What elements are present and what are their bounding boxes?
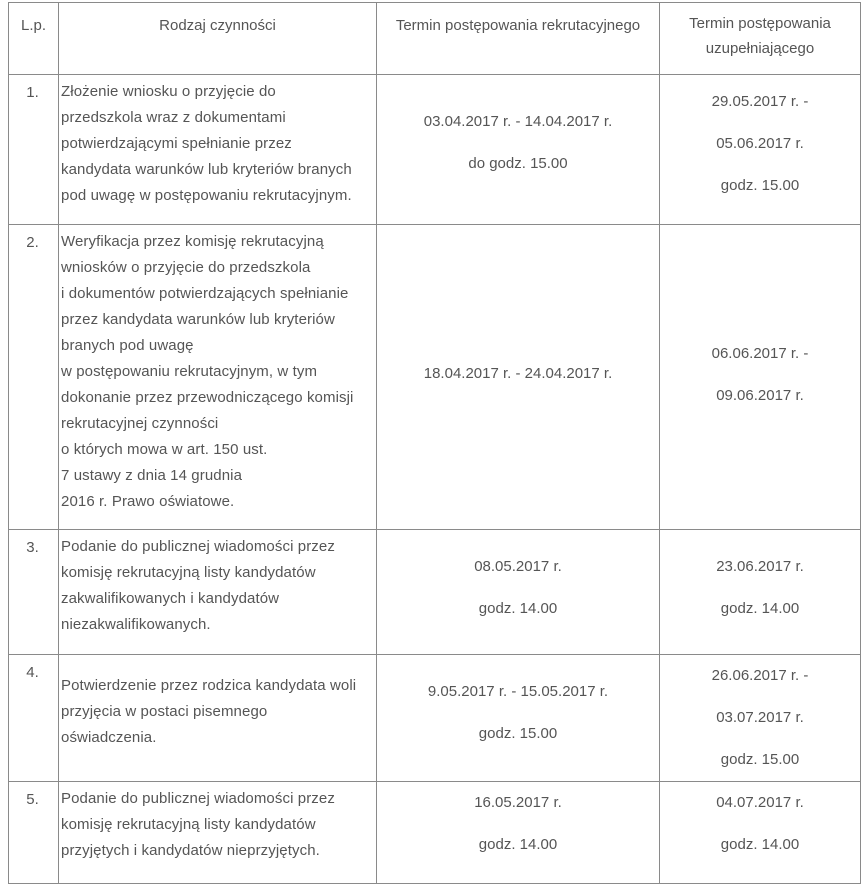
- activity-text-line: pod uwagę w postępowaniu rekrutacyjnym.: [61, 187, 352, 204]
- activity-text-line: Podanie do publicznej wiadomości przez: [61, 538, 335, 555]
- row-activity-cell: [59, 530, 377, 655]
- activity-text-line: 2016 r. Prawo oświatowe.: [61, 493, 235, 510]
- activity-text-line: Weryfikacja przez komisję rekrutacyjną: [61, 233, 324, 250]
- row-supplementary-cell: [660, 75, 861, 225]
- recruitment-date-line: 03.04.2017 r. - 14.04.2017 r.: [423, 113, 613, 130]
- activity-text-line: komisję rekrutacyjną listy kandydatów: [61, 816, 316, 833]
- row-lp-cell: [9, 225, 59, 530]
- activity-text-line: przyjętych i kandydatów nieprzyjętych.: [61, 842, 320, 859]
- row-supplementary-cell: [660, 655, 861, 782]
- header-row: [9, 3, 861, 75]
- activity-text-line: Podanie do publicznej wiadomości przez: [61, 790, 335, 807]
- supplementary-date-line: 06.06.2017 r. -: [711, 345, 809, 362]
- header-supplementary: [660, 3, 861, 75]
- supplementary-date-line: godz. 14.00: [720, 836, 800, 853]
- activity-text-line: wniosków o przyjęcie do przedszkola: [61, 259, 311, 276]
- row-lp-cell: [9, 530, 59, 655]
- activity-text-line: kandydata warunków lub kryteriów branych: [61, 161, 352, 178]
- header-supplementary-line1: Termin postępowania: [689, 15, 831, 32]
- recruitment-schedule-table: [8, 2, 861, 884]
- supplementary-date-line: godz. 14.00: [720, 600, 800, 617]
- row-recruitment-cell: [377, 75, 660, 225]
- activity-text-line: i dokumentów potwierdzających spełnianie: [61, 285, 349, 302]
- table-row: [9, 75, 861, 225]
- row-recruitment-cell: [377, 530, 660, 655]
- activity-text-line: Potwierdzenie przez rodzica kandydata woli: [61, 677, 357, 694]
- row-supplementary-cell: [660, 782, 861, 884]
- supplementary-date-line: godz. 15.00: [720, 177, 800, 194]
- row-activity-cell: [59, 225, 377, 530]
- activity-text-line: oświadczenia.: [61, 729, 157, 746]
- header-recruitment-label: Termin postępowania rekrutacyjnego: [395, 17, 641, 34]
- recruitment-date-line: 16.05.2017 r.: [474, 794, 562, 811]
- activity-text-line: przez kandydata warunków lub kryteriów: [61, 311, 335, 328]
- activity-text-line: Złożenie wniosku o przyjęcie do: [61, 83, 276, 100]
- activity-text-line: branych pod uwagę: [61, 337, 194, 354]
- row-supplementary-cell: [660, 530, 861, 655]
- header-recruitment: [377, 3, 660, 75]
- recruitment-date-line: do godz. 15.00: [468, 155, 568, 172]
- activity-text-line: niezakwalifikowanych.: [61, 616, 211, 633]
- supplementary-date-line: 23.06.2017 r.: [716, 558, 804, 575]
- row-supplementary-cell: [660, 225, 861, 530]
- activity-text-line: potwierdzającymi spełnianie przez: [61, 135, 292, 152]
- activity-text-line: przyjęcia w postaci pisemnego: [61, 703, 268, 720]
- header-activity-label: Rodzaj czynności: [159, 17, 276, 34]
- recruitment-date-line: 18.04.2017 r. - 24.04.2017 r.: [423, 365, 613, 382]
- supplementary-date-line: 05.06.2017 r.: [716, 135, 804, 152]
- activity-text-line: zakwalifikowanych i kandydatów: [61, 590, 280, 607]
- activity-text-line: w postępowaniu rekrutacyjnym, w tym: [61, 363, 318, 380]
- supplementary-date-line: 03.07.2017 r.: [716, 709, 804, 726]
- row-activity-cell: [59, 655, 377, 782]
- row-recruitment-cell: [377, 225, 660, 530]
- row-number: 2.: [26, 234, 39, 251]
- recruitment-date-line: 9.05.2017 r. - 15.05.2017 r.: [427, 683, 609, 700]
- recruitment-date-line: godz. 15.00: [478, 725, 558, 742]
- recruitment-date-line: 08.05.2017 r.: [474, 558, 562, 575]
- activity-text-line: dokonanie przez przewodniczącego komisji: [61, 389, 354, 406]
- row-activity-cell: [59, 75, 377, 225]
- header-lp-label: L.p.: [20, 17, 47, 34]
- header-supplementary-line2: uzupełniającego: [705, 40, 815, 57]
- supplementary-date-line: 29.05.2017 r. -: [711, 93, 809, 110]
- activity-text-line: komisję rekrutacyjną listy kandydatów: [61, 564, 316, 581]
- activity-text-line: 7 ustawy z dnia 14 grudnia: [61, 467, 243, 484]
- activity-text-line: rekrutacyjnej czynności: [61, 415, 219, 432]
- supplementary-date-line: godz. 15.00: [720, 751, 800, 768]
- table-row: [9, 225, 861, 530]
- header-lp: [9, 3, 59, 75]
- table-body: [9, 75, 861, 884]
- table-row: [9, 655, 861, 782]
- table-row: [9, 782, 861, 884]
- row-activity-cell: [59, 782, 377, 884]
- table-row: [9, 530, 861, 655]
- row-number: 4.: [26, 664, 39, 681]
- row-lp-cell: [9, 75, 59, 225]
- recruitment-date-line: godz. 14.00: [478, 600, 558, 617]
- row-lp-cell: [9, 782, 59, 884]
- supplementary-date-line: 09.06.2017 r.: [716, 387, 804, 404]
- row-lp-cell: [9, 655, 59, 782]
- supplementary-date-line: 26.06.2017 r. -: [711, 667, 809, 684]
- row-recruitment-cell: [377, 655, 660, 782]
- row-number: 3.: [26, 539, 39, 556]
- activity-text-line: o których mowa w art. 150 ust.: [61, 441, 268, 458]
- supplementary-date-line: 04.07.2017 r.: [716, 794, 804, 811]
- activity-text-line: przedszkola wraz z dokumentami: [61, 109, 286, 126]
- row-number: 1.: [26, 84, 39, 101]
- row-number: 5.: [26, 791, 39, 808]
- recruitment-date-line: godz. 14.00: [478, 836, 558, 853]
- row-recruitment-cell: [377, 782, 660, 884]
- header-activity: [59, 3, 377, 75]
